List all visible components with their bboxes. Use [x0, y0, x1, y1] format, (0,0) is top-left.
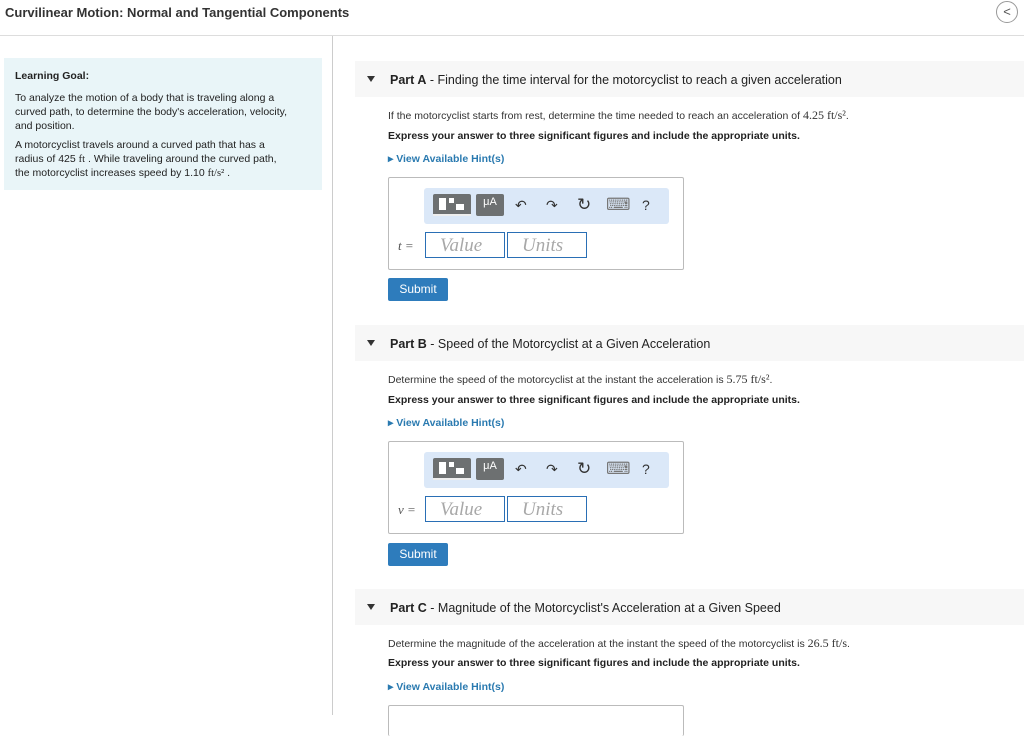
mu-symbol-button[interactable]: μA: [476, 194, 504, 216]
question-text: .: [769, 374, 773, 386]
part-c-answer-box: [388, 705, 684, 736]
part-b-hint-link[interactable]: ▸ View Available Hint(s): [388, 417, 505, 429]
help-icon[interactable]: ?: [642, 461, 650, 477]
keyboard-icon[interactable]: ⌨: [606, 195, 631, 214]
question-value: 4.25 ft/s²: [802, 108, 846, 122]
question-text: Determine the speed of the motorcyclist at the instant the acceleration is: [388, 374, 724, 386]
problem-text: the motorcyclist increases speed by 1.10: [15, 167, 205, 179]
question-text: Determine the magnitude of the acceleration at the instant the speed of the motorcyclist is: [388, 638, 805, 650]
part-a-label: Part A: [390, 73, 427, 87]
templates-icon: [433, 458, 471, 480]
value-input[interactable]: Value: [425, 496, 505, 522]
part-c-header[interactable]: [355, 589, 1024, 625]
question-text: If the motorcyclist starts from rest, determine the time needed to reach an acceleration of: [388, 110, 801, 122]
part-a-submit-button[interactable]: Submit: [388, 278, 448, 301]
part-b-header[interactable]: [355, 325, 1024, 361]
goal-text-line: To analyze the motion of a body that is traveling along a: [15, 92, 275, 104]
learning-goal-heading: Learning Goal:: [15, 70, 90, 82]
reset-icon[interactable]: ↻: [577, 195, 592, 214]
problem-text: . While traveling around the curved path,: [87, 153, 277, 165]
goal-text-line: curved path, to determine the body's acceleration, velocity,: [15, 106, 288, 118]
problem-text-line: [15, 166, 230, 181]
units-input[interactable]: Units: [507, 496, 587, 522]
hint-text: View Available Hint(s): [396, 153, 505, 165]
reset-icon[interactable]: ↻: [577, 459, 592, 478]
question-value: 5.75 ft/s²: [726, 372, 770, 386]
part-a-question: [388, 108, 849, 123]
problem-text-line: [15, 152, 277, 167]
templates-button[interactable]: [433, 194, 471, 216]
radius-unit: ft: [78, 154, 86, 165]
collapse-caret-icon[interactable]: [367, 76, 375, 82]
part-c-title: [390, 601, 781, 615]
part-b-question: [388, 372, 772, 387]
redo-icon[interactable]: ↷: [546, 461, 558, 477]
part-b-answer-box: [388, 441, 684, 534]
question-value: 26.5 ft/s: [807, 636, 847, 650]
help-icon[interactable]: ?: [642, 197, 650, 213]
value-input[interactable]: Value: [425, 232, 505, 258]
part-b-submit-button[interactable]: Submit: [388, 543, 448, 566]
units-input[interactable]: Units: [507, 232, 587, 258]
goal-text-line: and position.: [15, 120, 75, 132]
hint-text: View Available Hint(s): [396, 681, 505, 693]
column-divider: [332, 36, 333, 715]
question-text: .: [845, 110, 849, 122]
collapse-caret-icon[interactable]: [367, 340, 375, 346]
templates-icon: [433, 194, 471, 216]
variable-label: t =: [398, 238, 414, 253]
part-b-title: [390, 337, 710, 351]
part-c-hint-link[interactable]: ▸ View Available Hint(s): [388, 681, 505, 693]
part-c-label: Part C: [390, 601, 427, 615]
collapse-caret-icon[interactable]: [367, 604, 375, 610]
accel-unit: ft/s²: [207, 168, 225, 179]
part-a-title: [390, 73, 842, 87]
math-toolbar: [424, 452, 669, 488]
back-chevron-icon[interactable]: <: [996, 1, 1018, 23]
question-text: .: [847, 638, 850, 650]
keyboard-icon[interactable]: ⌨: [606, 459, 631, 478]
part-a-answer-box: [388, 177, 684, 270]
problem-text: radius of 425: [15, 153, 76, 165]
part-b-instruction: Express your answer to three significant figures and include the appropriate units.: [388, 394, 800, 406]
templates-button[interactable]: [433, 458, 471, 480]
part-a-hint-link[interactable]: ▸ View Available Hint(s): [388, 153, 505, 165]
hint-text: View Available Hint(s): [396, 417, 505, 429]
mu-symbol-button[interactable]: μA: [476, 458, 504, 480]
part-c-question: [388, 636, 850, 651]
variable-label: v =: [398, 502, 416, 517]
undo-icon[interactable]: ↶: [515, 461, 527, 477]
math-toolbar: [424, 188, 669, 224]
part-b-title-text: - Speed of the Motorcyclist at a Given Acceleration: [426, 337, 711, 351]
part-c-instruction: Express your answer to three significant figures and include the appropriate units.: [388, 657, 800, 669]
undo-icon[interactable]: ↶: [515, 197, 527, 213]
part-b-label: Part B: [390, 337, 427, 351]
problem-text-line: A motorcyclist travels around a curved path that has a: [15, 139, 265, 151]
page-title: Curvilinear Motion: Normal and Tangential Components: [5, 5, 350, 20]
header-divider: [0, 35, 1024, 36]
learning-goal-panel: [4, 58, 322, 190]
part-a-instruction: Express your answer to three significant figures and include the appropriate units.: [388, 130, 800, 142]
part-c-title-text: - Magnitude of the Motorcyclist's Acceleration at a Given Speed: [426, 601, 781, 615]
part-a-title-text: - Finding the time interval for the motorcyclist to reach a given acceleration: [426, 73, 842, 87]
part-a-header[interactable]: [355, 61, 1024, 97]
redo-icon[interactable]: ↷: [546, 197, 558, 213]
problem-text: .: [227, 167, 231, 179]
